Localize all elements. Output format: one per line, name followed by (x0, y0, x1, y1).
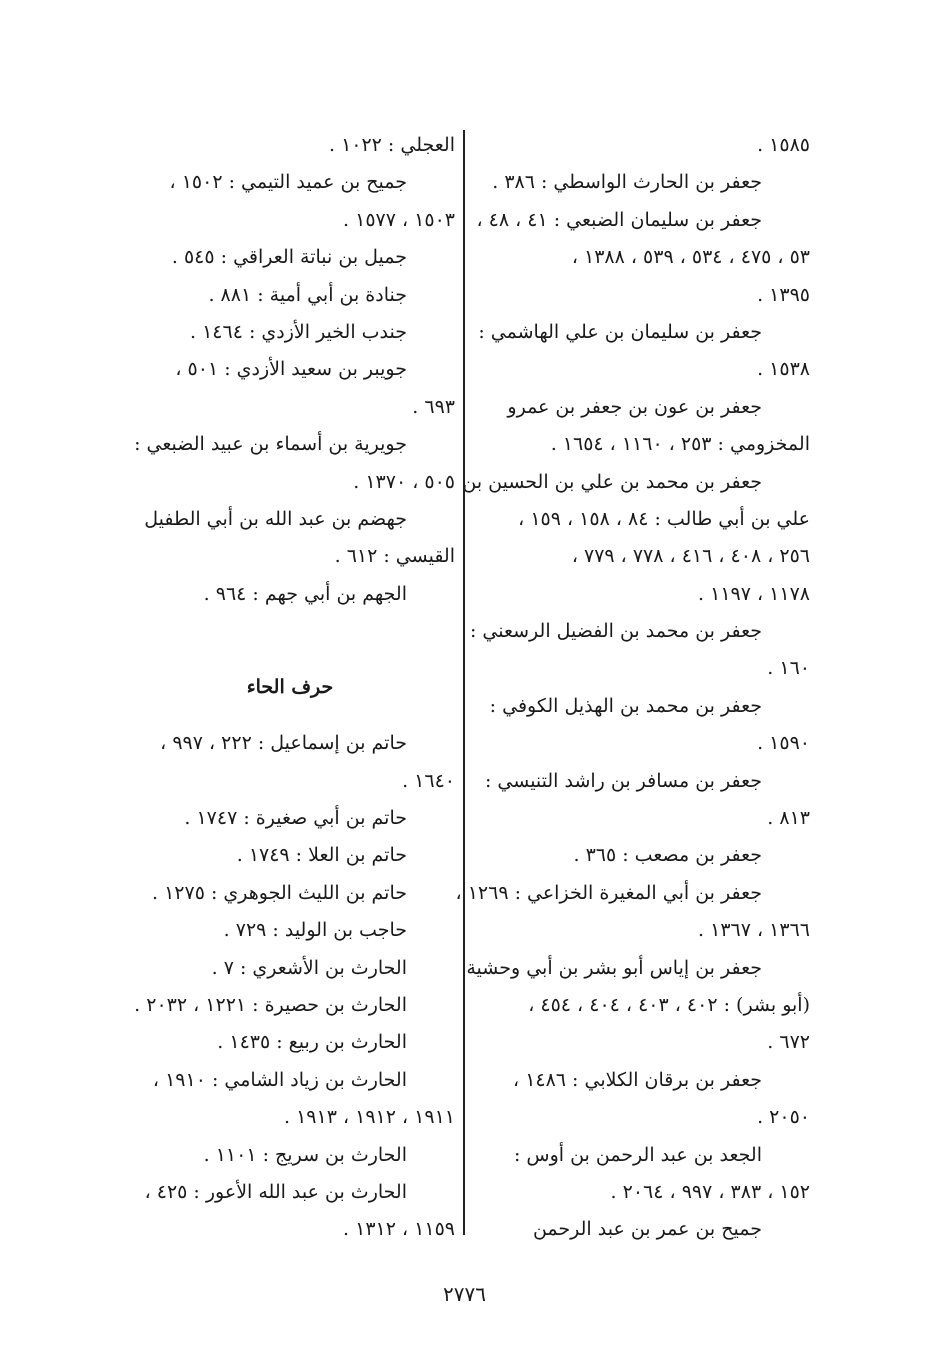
index-line: ١٥٩٠ . (757, 732, 810, 755)
index-line: حاتم بن إسماعيل : ٢٢٢ ، ٩٩٧ ، (160, 732, 407, 755)
index-line: جعفر بن محمد بن الهذيل الكوفي : (489, 694, 762, 717)
spacer (125, 613, 455, 650)
index-line: القيسي : ٦١٢ . (334, 545, 455, 568)
index-line: جندب الخير الأزدي : ١٤٦٤ . (190, 320, 407, 343)
index-line: الحارث بن ربيع : ١٤٣٥ . (217, 1031, 407, 1054)
index-line: العجلي : ١٠٢٢ . (328, 134, 455, 156)
index-line: جميح بن عمر بن عبد الرحمن (532, 1218, 762, 1241)
index-line: جعفر بن مسافر بن راشد التنيسي : (484, 769, 762, 792)
index-line: علي بن أبي طالب : ٨٤ ، ١٥٨ ، ١٥٩ ، (518, 507, 810, 530)
index-line: ٦٧٢ . (767, 1031, 810, 1054)
index-line: حاتم بن الليث الجوهري : ١٢٧٥ . (151, 881, 407, 904)
index-line: ١٦٤٠ . (402, 769, 455, 792)
index-line: الحارث بن الأشعري : ٧ . (211, 956, 407, 979)
index-line: حاجب بن الوليد : ٧٢٩ . (223, 919, 407, 942)
index-line: جعفر بن عون بن جعفر بن عمرو (507, 395, 762, 418)
column-divider (463, 130, 465, 1235)
index-line: جعفر بن أبي المغيرة الخزاعي : ١٢٦٩ ، (455, 881, 762, 904)
index-line: الجعد بن عبد الرحمن بن أوس : (513, 1143, 762, 1166)
index-line: ١١٧٨ ، ١١٩٧ . (698, 582, 810, 605)
index-line: جويبر بن سعيد الأزدي : ٥٠١ ، (175, 358, 407, 381)
index-line: جعفر بن برقان الكلابي : ١٤٨٦ ، (513, 1068, 762, 1091)
index-line: ١٦٠ . (767, 657, 810, 680)
index-line: ٨١٣ . (767, 807, 810, 830)
left-column-entries (125, 127, 455, 613)
index-line: ١١٥٩ ، ١٣١٢ . (343, 1218, 455, 1241)
index-line: ١٣٦٦ ، ١٣٦٧ . (698, 919, 810, 942)
index-line: جميل بن نباتة العراقي : ٥٤٥ . (171, 246, 407, 269)
page-number: ٢٧٧٦ (443, 1282, 486, 1306)
index-line: الحارث بن زياد الشامي : ١٩١٠ ، (152, 1068, 407, 1091)
index-line: ١٩١١ ، ١٩١٢ ، ١٩١٣ . (283, 1106, 455, 1129)
index-line: جعفر بن الحارث الواسطي : ٣٨٦ . (492, 171, 762, 194)
index-line: جويرية بن أسماء بن عبيد الضبعي : (134, 433, 407, 456)
left-column-entries-haa (125, 725, 455, 1248)
index-line: حاتم بن العلا : ١٧٤٩ . (236, 844, 407, 867)
index-line: جنادة بن أبي أمية : ٨٨١ . (208, 283, 407, 306)
index-line: جعفر بن سليمان الضبعي : ٤١ ، ٤٨ ، (476, 208, 762, 231)
index-line: الحارث بن سريج : ١١٠١ . (203, 1143, 407, 1166)
index-line: جعفر بن محمد بن الفضيل الرسعني : (469, 620, 762, 643)
index-line: جعفر بن مصعب : ٣٦٥ . (573, 844, 762, 867)
index-line: ١٥٨٥ . (757, 134, 810, 156)
index-line: حاتم بن أبي صغيرة : ١٧٤٧ . (184, 807, 407, 830)
index-line: جعفر بن محمد بن علي بن الحسين بن (462, 470, 762, 493)
index-line: ٥٣ ، ٤٧٥ ، ٥٣٤ ، ٥٣٩ ، ١٣٨٨ ، (571, 246, 810, 269)
index-line: جعفر بن سليمان بن علي الهاشمي : (478, 320, 762, 343)
index-line: ١٥٠٣ ، ١٥٧٧ . (343, 208, 455, 231)
index-line: ٢٥٦ ، ٤٠٨ ، ٤١٦ ، ٧٧٨ ، ٧٧٩ ، (571, 545, 810, 568)
index-line: الحارث بن حصيرة : ١٢٢١ ، ٢٠٣٢ . (134, 994, 407, 1016)
index-line: ١٥٢ ، ٣٨٣ ، ٩٩٧ ، ٢٠٦٤ . (610, 1180, 810, 1203)
index-line: الجهم بن أبي جهم : ٩٦٤ . (203, 582, 407, 605)
index-line: جهضم بن عبد الله بن أبي الطفيل (144, 507, 407, 530)
index-line: الحارث بن عبد الله الأعور : ٤٢٥ ، (144, 1180, 407, 1203)
section-heading: حرف الحاء (246, 676, 334, 699)
right-column (455, 127, 810, 1249)
index-line: ١٣٩٥ . (757, 283, 810, 306)
index-line: ١٥٣٨ . (757, 358, 810, 381)
index-line: ٢٠٥٠ . (757, 1106, 810, 1129)
index-line: (أبو بشر) : ٤٠٢ ، ٤٠٣ ، ٤٠٤ ، ٤٥٤ ، (528, 993, 810, 1016)
index-line: ٦٩٣ . (412, 395, 455, 418)
index-line: جميح بن عميد التيمي : ١٥٠٢ ، (169, 171, 407, 194)
index-line: جعفر بن إياس أبو بشر بن أبي وحشية (466, 956, 762, 979)
index-line: المخزومي : ٢٥٣ ، ١١٦٠ ، ١٦٥٤ . (550, 433, 810, 456)
left-column (125, 127, 455, 1249)
index-line: ٥٠٥ ، ١٣٧٠ . (353, 470, 455, 493)
